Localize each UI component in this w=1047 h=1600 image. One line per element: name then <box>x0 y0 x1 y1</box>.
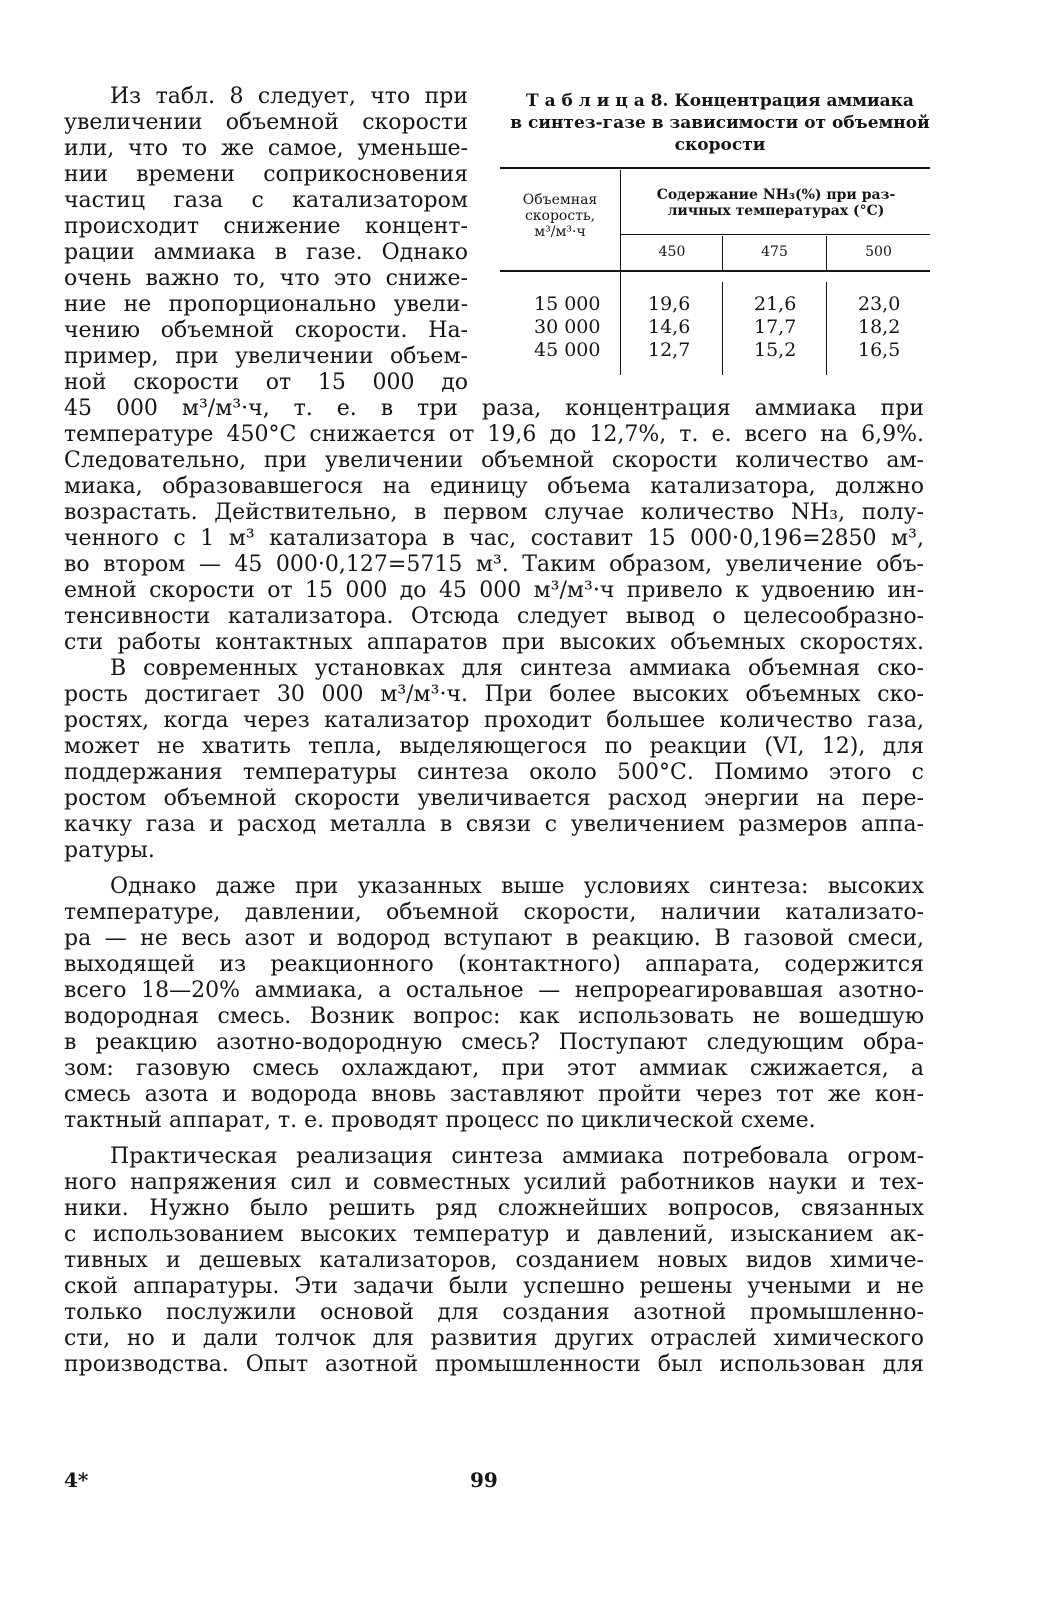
text-line: тактный аппарат, т. е. проводят процесс по циклической схеме. <box>64 1108 816 1133</box>
text-line: выходящей из реакционного (контактного) аппарата, содержится <box>64 952 924 977</box>
text-line: ской аппаратуры. Эти задачи были успешно решены учеными и не <box>64 1274 924 1299</box>
table-row-header: Объемная <box>522 192 598 208</box>
table-top-rule <box>500 167 930 169</box>
table-header-rule <box>620 234 930 235</box>
text-line: ратуры. <box>64 838 155 863</box>
page-number: 99 <box>470 1468 498 1492</box>
text-line: температуре, давлении, объемной скорости, наличии катализато- <box>64 900 924 925</box>
text-line: рость достигает 30 000 м³/м³·ч. При более высоких объемных ско- <box>64 682 924 707</box>
text-line: 45 000 м³/м³·ч, т. е. в три раза, концентрация аммиака при <box>64 396 924 421</box>
table-row-header: скорость, <box>524 208 596 224</box>
table-group-header: личных температурах (°С) <box>667 203 885 219</box>
text-line: рации аммиака в газе. Однако <box>64 240 468 265</box>
text-line: во втором — 45 000·0,127=5715 м³. Таким образом, увеличение объ- <box>64 552 924 577</box>
text-line: ние не пропорционально увели- <box>64 292 468 317</box>
text-line: только послужили основой для создания азотной промышленно- <box>64 1300 924 1325</box>
table-title-line: в синтез-газе в зависимости от объемной <box>510 113 930 133</box>
text-line: Практическая реализация синтеза аммиака потребовала огром- <box>110 1144 924 1169</box>
text-line: зом: газовую смесь охлаждают, при этот аммиак сжижается, а <box>64 1056 924 1081</box>
text-line: миака, образовавшегося на единицу объема катализатора, должно <box>64 474 924 499</box>
table-head-bottom-rule <box>500 270 930 272</box>
table-group-header: Содержание NH₃(%) при раз- <box>656 187 896 203</box>
text-line: температуре 450°С снижается от 19,6 до 12,7%, т. е. всего на 6,9%. <box>64 422 924 447</box>
text-line: ного напряжения сил и совместных усилий работников науки и тех- <box>64 1170 924 1195</box>
text-line: сти, но и дали толчок для развития других отраслей химического <box>64 1326 924 1351</box>
table-cell-velocity: 15 000 <box>534 293 601 315</box>
table-title-line: Т а б л и ц а 8. Концентрация аммиака <box>526 91 914 111</box>
text-line: частиц газа с катализатором <box>64 188 468 213</box>
text-line: тивных и дешевых катализаторов, созданием новых видов химиче- <box>64 1248 924 1273</box>
table-cell: 16,5 <box>858 339 901 361</box>
text-line: качку газа и расход металла в связи с увеличением размеров аппа- <box>64 812 924 837</box>
text-line: В современных установках для синтеза аммиака объемная ско- <box>110 656 924 681</box>
table-cell-velocity: 45 000 <box>534 339 601 361</box>
text-line: с использованием высоких температур и давлений, изысканием ак- <box>64 1222 924 1247</box>
text-line: смесь азота и водорода вновь заставляют пройти через тот же кон- <box>64 1082 924 1107</box>
table-col-header: 450 <box>658 244 686 260</box>
text-line: всего 18—20% аммиака, а остальное — непрореагировавшая азотно- <box>64 978 924 1003</box>
table-cell: 19,6 <box>648 293 691 315</box>
table-row-header: м³/м³·ч <box>534 224 586 240</box>
text-line: пример, при увеличении объем- <box>64 344 468 369</box>
text-line: Однако даже при указанных выше условиях синтеза: высоких <box>110 874 924 899</box>
text-line: или, что то же самое, уменьше- <box>64 136 468 161</box>
text-line: чению объемной скорости. На- <box>64 318 468 343</box>
text-line: водородная смесь. Возник вопрос: как использовать не вошедшую <box>64 1004 924 1029</box>
table-cell-velocity: 30 000 <box>534 316 601 338</box>
table-cell: 21,6 <box>754 293 797 315</box>
text-line: очень важно то, что это сниже- <box>64 266 468 291</box>
text-line: увеличении объемной скорости <box>64 110 468 135</box>
table-cell: 18,2 <box>858 316 901 338</box>
table-col-header: 500 <box>865 244 892 260</box>
text-line: может не хватить тепла, выделяющегося по реакции (VI, 12), для <box>64 734 924 759</box>
table-cell: 15,2 <box>754 339 797 361</box>
table-col-header: 475 <box>761 244 788 260</box>
text-line: ростом объемной скорости увеличивается расход энергии на пере- <box>64 786 924 811</box>
table-cell: 23,0 <box>858 293 901 315</box>
text-line: ники. Нужно было решить ряд сложнейших вопросов, связанных <box>64 1196 924 1221</box>
text-line: сти работы контактных аппаратов при высоких объемных скоростях. <box>64 630 924 655</box>
table-column-divider <box>722 282 723 375</box>
text-line: в реакцию азотно-водородную смесь? Поступают следующим обра- <box>64 1030 924 1055</box>
text-line: емной скорости от 15 000 до 45 000 м³/м³·ч привело к удвоению ин- <box>64 578 924 603</box>
signature-mark: 4* <box>64 1468 89 1492</box>
text-line: Из табл. 8 следует, что при <box>110 84 468 109</box>
text-line: поддержания температуры синтеза около 500°С. Помимо этого с <box>64 760 924 785</box>
table-cell: 14,6 <box>648 316 691 338</box>
text-line: ной скорости от 15 000 до <box>64 370 468 395</box>
text-line: ра — не весь азот и водород вступают в реакцию. В газовой смеси, <box>64 926 924 951</box>
table-cell: 17,7 <box>754 316 797 338</box>
text-line: ростях, когда через катализатор проходит большее количество газа, <box>64 708 924 733</box>
text-line: производства. Опыт азотной промышленности был использован для <box>64 1352 924 1377</box>
text-line: тенсивности катализатора. Отсюда следует вывод о целесообразно- <box>64 604 924 629</box>
table-column-divider <box>826 282 827 375</box>
table-column-divider <box>620 170 621 375</box>
text-line: возрастать. Действительно, в первом случае количество NH₃, полу- <box>64 500 924 525</box>
table-title-line: скорости <box>674 135 766 155</box>
text-line: Следовательно, при увеличении объемной скорости количество ам- <box>64 448 924 473</box>
text-line: ченного с 1 м³ катализатора в час, составит 15 000·0,196=2850 м³, <box>64 526 924 551</box>
text-line: нии времени соприкосновения <box>64 162 468 187</box>
table-cell: 12,7 <box>648 339 691 361</box>
text-line: происходит снижение концент- <box>64 214 468 239</box>
